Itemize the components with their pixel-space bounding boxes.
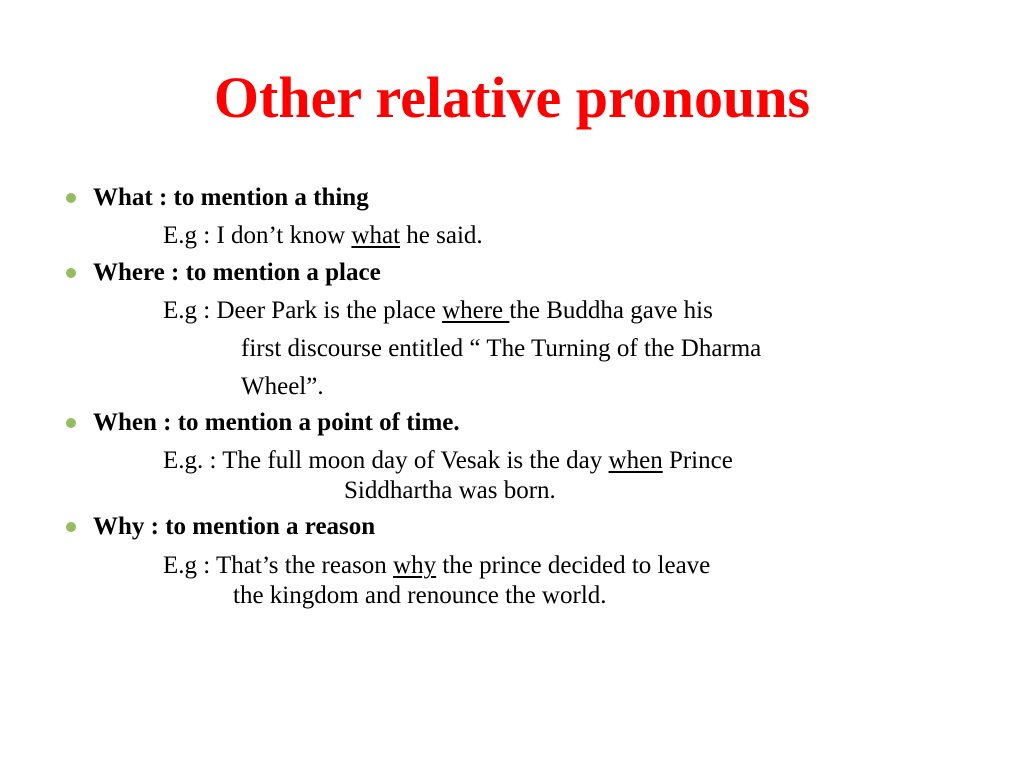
item-heading-what: What : to mention a thing [93, 184, 369, 211]
example-keyword: why [393, 552, 437, 579]
example-when-line2: Siddhartha was born. [344, 477, 556, 504]
example-prefix: E.g : Deer Park is the place [163, 297, 443, 324]
example-prefix: E.g : That’s the reason [163, 552, 394, 579]
example-keyword: when [608, 447, 663, 474]
bullet-icon [66, 268, 76, 278]
example-prefix: E.g : I don’t know [163, 222, 352, 249]
bullet-icon [66, 193, 76, 203]
example-where-line2: first discourse entitled “ The Turning of the Dharma [241, 335, 762, 362]
example-where-line3: Wheel”. [241, 373, 324, 400]
item-heading-where: Where : to mention a place [93, 259, 381, 286]
example-why [163, 551, 710, 581]
example-when [163, 446, 733, 476]
example-suffix: the Buddha gave his [509, 297, 713, 324]
example-what [163, 221, 483, 251]
bullet-icon [66, 522, 76, 532]
example-where [163, 296, 713, 326]
example-why-line2: the kingdom and renounce the world. [233, 582, 607, 609]
example-keyword: where [442, 297, 510, 324]
example-suffix: the prince decided to leave [436, 552, 711, 579]
example-keyword: what [351, 222, 401, 249]
slide-title: Other relative pronouns [213, 65, 811, 130]
item-heading-why: Why : to mention a reason [93, 513, 376, 540]
bullet-icon [66, 418, 76, 428]
example-suffix: Prince [662, 447, 733, 474]
item-heading-when: When : to mention a point of time. [93, 409, 460, 436]
example-suffix: he said. [400, 222, 483, 249]
example-prefix: E.g. : The full moon day of Vesak is the day [163, 447, 609, 474]
